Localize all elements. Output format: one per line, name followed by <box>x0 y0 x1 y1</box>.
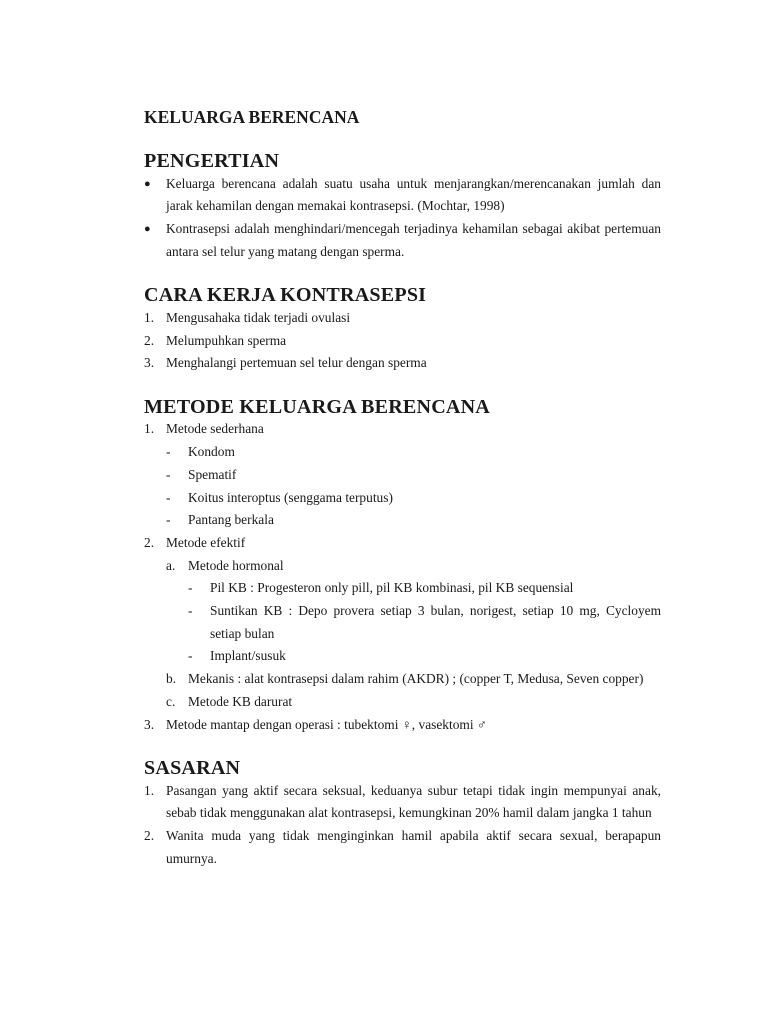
dash-marker: - <box>166 489 171 505</box>
list-item-text: Melumpuhkan sperma <box>166 332 287 348</box>
section-heading-cara-kerja: CARA KERJA KONTRASEPSI <box>144 284 427 307</box>
document-content <box>144 104 661 871</box>
list-item-text: Implant/susuk <box>210 648 286 664</box>
list-item-text: Metode mantap dengan operasi : tubektomi ♀, vasektomi ♂ <box>166 716 487 732</box>
section-heading-sasaran: SASARAN <box>144 757 241 780</box>
bullet-icon: ● <box>144 177 151 190</box>
list-number: 1. <box>144 782 155 798</box>
metode-list <box>144 418 661 736</box>
list-item-text: Metode efektif <box>166 534 246 550</box>
list-number: 2. <box>144 534 155 550</box>
dash-marker: - <box>166 512 171 528</box>
list-item-text: Menghalangi pertemuan sel telur dengan sperma <box>166 355 427 371</box>
cara-kerja-list <box>144 307 661 375</box>
list-item-text: Kondom <box>188 444 235 460</box>
pengertian-item-text: Keluarga berencana adalah suatu usaha untuk menjarangkan/merencanakan jumlah dan jarak kehamilan dengan memakai kontrasepsi. (Mochtar, 1998) <box>166 175 661 214</box>
section-metode <box>144 396 661 736</box>
pengertian-item-text: Kontrasepsi adalah menghindari/mencegah terjadinya kehamilan sebagai akibat pertemuan antara sel telur yang matang dengan sperma. <box>166 220 661 259</box>
list-item-text: Wanita muda yang tidak menginginkan hamil apabila aktif secara sexual, berapapun umurnya. <box>166 828 661 866</box>
list-item-text: Pasangan yang aktif secara seksual, keduanya subur tetapi tidak ingin mempunyai anak, sebab tidak menggunakan alat kontrasepsi, kemungkinan 20% hamil dalam jangka 1 tahun <box>166 782 661 821</box>
dash-marker: - <box>188 603 193 619</box>
metode-hormonal-sub-3 <box>144 645 661 668</box>
metode-efektif-c <box>144 691 661 714</box>
list-item-text: Metode sederhana <box>166 421 264 437</box>
list-number: 2. <box>144 828 155 844</box>
section-sasaran <box>144 757 661 870</box>
section-heading-metode: METODE KELUARGA BERENCANA <box>144 395 491 418</box>
list-item-text: Metode hormonal <box>188 557 284 573</box>
metode-sederhana-sub-3 <box>144 487 661 510</box>
list-item-text: Pil KB : Progesteron only pill, pil KB kombinasi, pil KB sequensial <box>210 580 574 596</box>
metode-efektif-a <box>144 555 661 578</box>
metode-sederhana-sub-2 <box>144 464 661 487</box>
metode-hormonal-sub-1 <box>144 577 661 600</box>
section-heading-pengertian: PENGERTIAN <box>144 150 280 172</box>
list-item-text: Mekanis : alat kontrasepsi dalam rahim (AKDR) ; (copper T, Medusa, Seven copper) <box>188 671 644 687</box>
sasaran-item-2 <box>144 825 661 870</box>
metode-sederhana-sub-1 <box>144 441 661 464</box>
metode-item-1 <box>144 418 661 441</box>
list-item-text: Suntikan KB : Depo provera setiap 3 bulan, norigest, setiap 10 mg, Cycloyem setiap bulan <box>210 603 661 641</box>
list-number: 2. <box>144 332 155 348</box>
section-cara-kerja <box>144 284 661 375</box>
list-item-text: Metode KB darurat <box>188 693 293 709</box>
dash-marker: - <box>188 648 193 664</box>
pengertian-item-2 <box>144 218 661 263</box>
bullet-icon: ● <box>144 222 151 235</box>
list-number: 3. <box>144 716 155 732</box>
list-item-text: Mengusahaka tidak terjadi ovulasi <box>166 309 351 325</box>
list-item-text: Pantang berkala <box>188 512 274 528</box>
metode-hormonal-sub-2 <box>144 600 661 645</box>
cara-kerja-item-3 <box>144 352 661 375</box>
cara-kerja-item-2 <box>144 330 661 353</box>
list-item-text: Spematif <box>188 466 237 482</box>
cara-kerja-item-1 <box>144 307 661 330</box>
sasaran-list <box>144 780 661 871</box>
sasaran-item-1 <box>144 780 661 825</box>
document-title: KELUARGA BERENCANA <box>144 107 360 127</box>
list-letter: a. <box>166 557 176 573</box>
list-number: 1. <box>144 421 155 437</box>
dash-marker: - <box>188 580 193 596</box>
pengertian-item-1 <box>144 173 661 218</box>
metode-item-2 <box>144 532 661 555</box>
metode-efektif-b <box>144 668 661 691</box>
pengertian-list <box>144 173 661 264</box>
metode-sederhana-sub-4 <box>144 509 661 532</box>
list-number: 1. <box>144 309 155 325</box>
dash-marker: - <box>166 444 171 460</box>
metode-item-3 <box>144 714 661 737</box>
dash-marker: - <box>166 466 171 482</box>
section-pengertian <box>144 150 661 263</box>
list-letter: b. <box>166 671 177 687</box>
list-letter: c. <box>166 693 176 709</box>
list-item-text: Koitus interoptus (senggama terputus) <box>188 489 393 505</box>
list-number: 3. <box>144 355 155 371</box>
